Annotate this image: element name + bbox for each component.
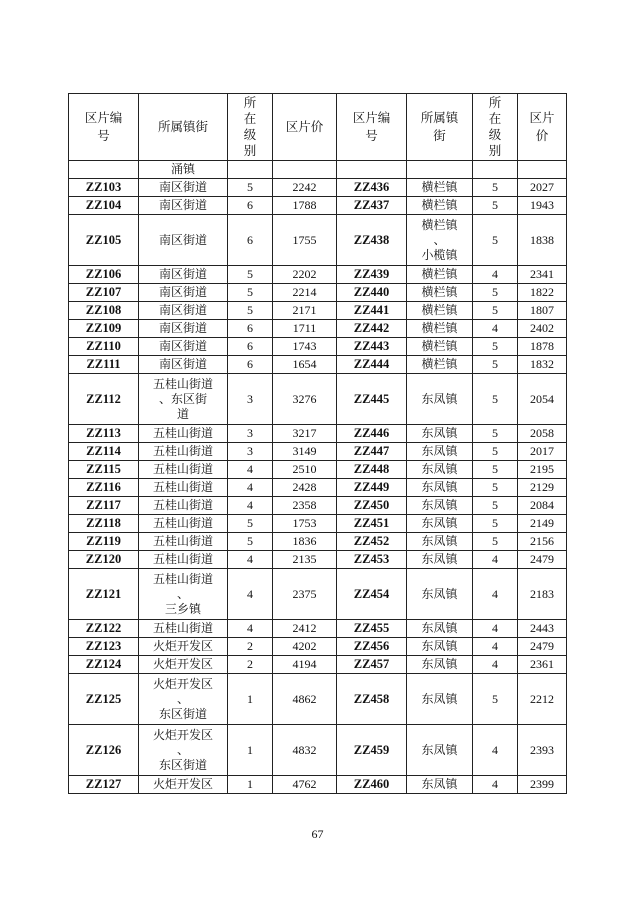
- town-cell: 南区街道: [139, 302, 228, 320]
- header-zone-code: 区片编 号: [69, 94, 139, 161]
- table-row: [69, 479, 567, 497]
- zone-code-cell: ZZ450: [337, 497, 407, 515]
- table-row: [69, 425, 567, 443]
- zone-code-cell: ZZ447: [337, 443, 407, 461]
- town-cell: 东凤镇: [407, 461, 473, 479]
- level-cell: 5: [473, 479, 518, 497]
- zone-code-cell: ZZ104: [69, 197, 139, 215]
- price-cell: 2212: [518, 674, 567, 725]
- price-cell: 2479: [518, 638, 567, 656]
- level-cell: 4: [473, 620, 518, 638]
- table-row: [69, 320, 567, 338]
- table-row: [69, 533, 567, 551]
- carryover-town: 涌镇: [139, 161, 228, 179]
- town-cell: 五桂山街道: [139, 443, 228, 461]
- level-cell: 4: [228, 620, 273, 638]
- table-row: [69, 656, 567, 674]
- level-cell: 5: [473, 497, 518, 515]
- zone-code-cell: ZZ106: [69, 266, 139, 284]
- level-cell: 5: [228, 515, 273, 533]
- header-price-2: 区片 价: [518, 94, 567, 161]
- level-cell: 6: [228, 215, 273, 266]
- price-cell: 2156: [518, 533, 567, 551]
- level-cell: 5: [473, 425, 518, 443]
- town-cell: 南区街道: [139, 179, 228, 197]
- zone-code-cell: ZZ454: [337, 569, 407, 620]
- town-cell: 五桂山街道: [139, 479, 228, 497]
- price-cell: 1743: [273, 338, 337, 356]
- price-cell: 4832: [273, 725, 337, 776]
- zone-code-cell: ZZ455: [337, 620, 407, 638]
- empty-cell: [407, 161, 473, 179]
- level-cell: 5: [228, 179, 273, 197]
- table-row: [69, 515, 567, 533]
- zone-code-cell: ZZ445: [337, 374, 407, 425]
- price-cell: 2412: [273, 620, 337, 638]
- table-row: [69, 776, 567, 794]
- town-cell: 横栏镇: [407, 302, 473, 320]
- price-cell: 2358: [273, 497, 337, 515]
- header-zone-code-2: 区片编 号: [337, 94, 407, 161]
- level-cell: 1: [228, 674, 273, 725]
- town-cell: 火炬开发区 、 东区街道: [139, 725, 228, 776]
- price-cell: 1878: [518, 338, 567, 356]
- price-cell: 2183: [518, 569, 567, 620]
- town-cell: 东凤镇: [407, 638, 473, 656]
- level-cell: 6: [228, 197, 273, 215]
- price-cell: 4202: [273, 638, 337, 656]
- town-cell: 五桂山街道: [139, 497, 228, 515]
- level-cell: 4: [473, 551, 518, 569]
- level-cell: 3: [228, 443, 273, 461]
- zone-code-cell: ZZ118: [69, 515, 139, 533]
- level-cell: 5: [473, 443, 518, 461]
- table-row: [69, 338, 567, 356]
- header-level: 所 在 级 别: [228, 94, 273, 161]
- level-cell: 6: [228, 356, 273, 374]
- price-cell: 1836: [273, 533, 337, 551]
- level-cell: 5: [473, 197, 518, 215]
- town-cell: 东凤镇: [407, 533, 473, 551]
- level-cell: 1: [228, 776, 273, 794]
- town-cell: 五桂山街道: [139, 515, 228, 533]
- zone-code-cell: ZZ116: [69, 479, 139, 497]
- level-cell: 5: [473, 338, 518, 356]
- price-cell: 2399: [518, 776, 567, 794]
- level-cell: 4: [473, 656, 518, 674]
- level-cell: 3: [228, 374, 273, 425]
- zone-code-cell: ZZ103: [69, 179, 139, 197]
- table-row: [69, 302, 567, 320]
- level-cell: 5: [473, 374, 518, 425]
- zone-code-cell: ZZ444: [337, 356, 407, 374]
- zone-code-cell: ZZ117: [69, 497, 139, 515]
- price-cell: 3217: [273, 425, 337, 443]
- level-cell: 1: [228, 725, 273, 776]
- zone-code-cell: ZZ451: [337, 515, 407, 533]
- zone-code-cell: ZZ105: [69, 215, 139, 266]
- level-cell: 4: [473, 776, 518, 794]
- price-cell: 1832: [518, 356, 567, 374]
- zone-code-cell: ZZ125: [69, 674, 139, 725]
- price-cell: 1755: [273, 215, 337, 266]
- town-cell: 五桂山街道: [139, 551, 228, 569]
- zone-code-cell: ZZ440: [337, 284, 407, 302]
- price-cell: 2058: [518, 425, 567, 443]
- town-cell: 横栏镇 、 小榄镇: [407, 215, 473, 266]
- header-row: [69, 94, 567, 161]
- zone-code-cell: ZZ459: [337, 725, 407, 776]
- price-cell: 2084: [518, 497, 567, 515]
- town-cell: 横栏镇: [407, 284, 473, 302]
- price-cell: 2054: [518, 374, 567, 425]
- zone-code-cell: ZZ109: [69, 320, 139, 338]
- level-cell: 4: [228, 569, 273, 620]
- level-cell: 5: [473, 515, 518, 533]
- table-row: [69, 461, 567, 479]
- level-cell: 5: [473, 674, 518, 725]
- empty-cell: [337, 161, 407, 179]
- zone-code-cell: ZZ110: [69, 338, 139, 356]
- land-price-table: [68, 93, 567, 794]
- town-cell: 五桂山街道: [139, 533, 228, 551]
- town-cell: 南区街道: [139, 338, 228, 356]
- town-cell: 东凤镇: [407, 425, 473, 443]
- carryover-row: [69, 161, 567, 179]
- zone-code-cell: ZZ437: [337, 197, 407, 215]
- price-cell: 2027: [518, 179, 567, 197]
- table-row: [69, 569, 567, 620]
- price-cell: 2202: [273, 266, 337, 284]
- zone-code-cell: ZZ115: [69, 461, 139, 479]
- town-cell: 东凤镇: [407, 515, 473, 533]
- zone-code-cell: ZZ457: [337, 656, 407, 674]
- town-cell: 火炬开发区: [139, 656, 228, 674]
- zone-code-cell: ZZ460: [337, 776, 407, 794]
- table-row: [69, 443, 567, 461]
- table-row: [69, 374, 567, 425]
- zone-code-cell: ZZ452: [337, 533, 407, 551]
- zone-code-cell: ZZ127: [69, 776, 139, 794]
- price-cell: 2135: [273, 551, 337, 569]
- zone-code-cell: ZZ112: [69, 374, 139, 425]
- level-cell: 6: [228, 338, 273, 356]
- level-cell: 5: [473, 533, 518, 551]
- empty-cell: [273, 161, 337, 179]
- level-cell: 5: [473, 356, 518, 374]
- table-row: [69, 674, 567, 725]
- table-row: [69, 215, 567, 266]
- header-town: 所属镇街: [139, 94, 228, 161]
- town-cell: 东凤镇: [407, 656, 473, 674]
- town-cell: 东凤镇: [407, 374, 473, 425]
- level-cell: 2: [228, 638, 273, 656]
- table-row: [69, 197, 567, 215]
- zone-code-cell: ZZ436: [337, 179, 407, 197]
- zone-code-cell: ZZ456: [337, 638, 407, 656]
- town-cell: 火炬开发区: [139, 776, 228, 794]
- town-cell: 火炬开发区 、 东区街道: [139, 674, 228, 725]
- empty-cell: [518, 161, 567, 179]
- town-cell: 东凤镇: [407, 497, 473, 515]
- zone-code-cell: ZZ438: [337, 215, 407, 266]
- table-row: [69, 497, 567, 515]
- zone-code-cell: ZZ446: [337, 425, 407, 443]
- town-cell: 东凤镇: [407, 776, 473, 794]
- level-cell: 5: [473, 179, 518, 197]
- level-cell: 3: [228, 425, 273, 443]
- level-cell: 4: [473, 266, 518, 284]
- level-cell: 5: [473, 215, 518, 266]
- price-cell: 2428: [273, 479, 337, 497]
- town-cell: 东凤镇: [407, 674, 473, 725]
- price-cell: 2375: [273, 569, 337, 620]
- zone-code-cell: ZZ126: [69, 725, 139, 776]
- town-cell: 五桂山街道: [139, 461, 228, 479]
- zone-code-cell: ZZ113: [69, 425, 139, 443]
- level-cell: 5: [228, 302, 273, 320]
- page-number: 67: [311, 827, 324, 841]
- level-cell: 4: [228, 551, 273, 569]
- zone-code-cell: ZZ107: [69, 284, 139, 302]
- empty-cell: [473, 161, 518, 179]
- zone-code-cell: ZZ123: [69, 638, 139, 656]
- price-cell: 2341: [518, 266, 567, 284]
- zone-code-cell: ZZ120: [69, 551, 139, 569]
- town-cell: 东凤镇: [407, 569, 473, 620]
- town-cell: 南区街道: [139, 284, 228, 302]
- level-cell: 4: [228, 497, 273, 515]
- price-cell: 1822: [518, 284, 567, 302]
- price-cell: 2443: [518, 620, 567, 638]
- table-row: [69, 551, 567, 569]
- zone-code-cell: ZZ448: [337, 461, 407, 479]
- table-row: [69, 284, 567, 302]
- level-cell: 4: [473, 569, 518, 620]
- price-cell: 4862: [273, 674, 337, 725]
- price-cell: 1753: [273, 515, 337, 533]
- level-cell: 5: [228, 284, 273, 302]
- town-cell: 横栏镇: [407, 266, 473, 284]
- table-row: [69, 179, 567, 197]
- zone-code-cell: ZZ119: [69, 533, 139, 551]
- zone-code-cell: ZZ124: [69, 656, 139, 674]
- price-cell: 2149: [518, 515, 567, 533]
- level-cell: 5: [473, 284, 518, 302]
- price-cell: 2242: [273, 179, 337, 197]
- town-cell: 东凤镇: [407, 725, 473, 776]
- zone-code-cell: ZZ453: [337, 551, 407, 569]
- zone-code-cell: ZZ458: [337, 674, 407, 725]
- empty-cell: [69, 161, 139, 179]
- level-cell: 5: [228, 533, 273, 551]
- table-row: [69, 266, 567, 284]
- price-cell: 2195: [518, 461, 567, 479]
- header-level-2: 所 在 级 别: [473, 94, 518, 161]
- price-cell: 1838: [518, 215, 567, 266]
- zone-code-cell: ZZ441: [337, 302, 407, 320]
- zone-code-cell: ZZ121: [69, 569, 139, 620]
- table-row: [69, 725, 567, 776]
- price-cell: 2129: [518, 479, 567, 497]
- price-cell: 1711: [273, 320, 337, 338]
- table-row: [69, 620, 567, 638]
- level-cell: 6: [228, 320, 273, 338]
- table-row: [69, 356, 567, 374]
- level-cell: 4: [228, 479, 273, 497]
- empty-cell: [228, 161, 273, 179]
- zone-code-cell: ZZ443: [337, 338, 407, 356]
- town-cell: 横栏镇: [407, 197, 473, 215]
- zone-code-cell: ZZ122: [69, 620, 139, 638]
- price-cell: 2214: [273, 284, 337, 302]
- price-cell: 2510: [273, 461, 337, 479]
- price-cell: 3276: [273, 374, 337, 425]
- price-cell: 1788: [273, 197, 337, 215]
- town-cell: 横栏镇: [407, 320, 473, 338]
- level-cell: 4: [473, 725, 518, 776]
- level-cell: 5: [228, 266, 273, 284]
- town-cell: 南区街道: [139, 266, 228, 284]
- town-cell: 东凤镇: [407, 551, 473, 569]
- town-cell: 南区街道: [139, 215, 228, 266]
- price-cell: 2017: [518, 443, 567, 461]
- town-cell: 横栏镇: [407, 356, 473, 374]
- level-cell: 5: [473, 302, 518, 320]
- town-cell: 五桂山街道: [139, 425, 228, 443]
- zone-code-cell: ZZ442: [337, 320, 407, 338]
- level-cell: 4: [228, 461, 273, 479]
- level-cell: 4: [473, 638, 518, 656]
- table-row: [69, 638, 567, 656]
- town-cell: 火炬开发区: [139, 638, 228, 656]
- level-cell: 4: [473, 320, 518, 338]
- level-cell: 2: [228, 656, 273, 674]
- town-cell: 东凤镇: [407, 479, 473, 497]
- town-cell: 南区街道: [139, 356, 228, 374]
- header-price: 区片价: [273, 94, 337, 161]
- price-cell: 1807: [518, 302, 567, 320]
- price-cell: 1943: [518, 197, 567, 215]
- zone-code-cell: ZZ108: [69, 302, 139, 320]
- price-cell: 2393: [518, 725, 567, 776]
- zone-code-cell: ZZ111: [69, 356, 139, 374]
- town-cell: 五桂山街道: [139, 620, 228, 638]
- header-town-2: 所属镇 街: [407, 94, 473, 161]
- town-cell: 东凤镇: [407, 620, 473, 638]
- zone-code-cell: ZZ449: [337, 479, 407, 497]
- town-cell: 横栏镇: [407, 179, 473, 197]
- price-cell: 2479: [518, 551, 567, 569]
- town-cell: 东凤镇: [407, 443, 473, 461]
- zone-code-cell: ZZ439: [337, 266, 407, 284]
- price-cell: 2171: [273, 302, 337, 320]
- price-cell: 1654: [273, 356, 337, 374]
- town-cell: 五桂山街道 、 三乡镇: [139, 569, 228, 620]
- town-cell: 南区街道: [139, 197, 228, 215]
- zone-code-cell: ZZ114: [69, 443, 139, 461]
- town-cell: 南区街道: [139, 320, 228, 338]
- price-cell: 3149: [273, 443, 337, 461]
- town-cell: 横栏镇: [407, 338, 473, 356]
- level-cell: 5: [473, 461, 518, 479]
- town-cell: 五桂山街道 、东区街 道: [139, 374, 228, 425]
- price-cell: 4762: [273, 776, 337, 794]
- price-cell: 4194: [273, 656, 337, 674]
- price-cell: 2361: [518, 656, 567, 674]
- price-cell: 2402: [518, 320, 567, 338]
